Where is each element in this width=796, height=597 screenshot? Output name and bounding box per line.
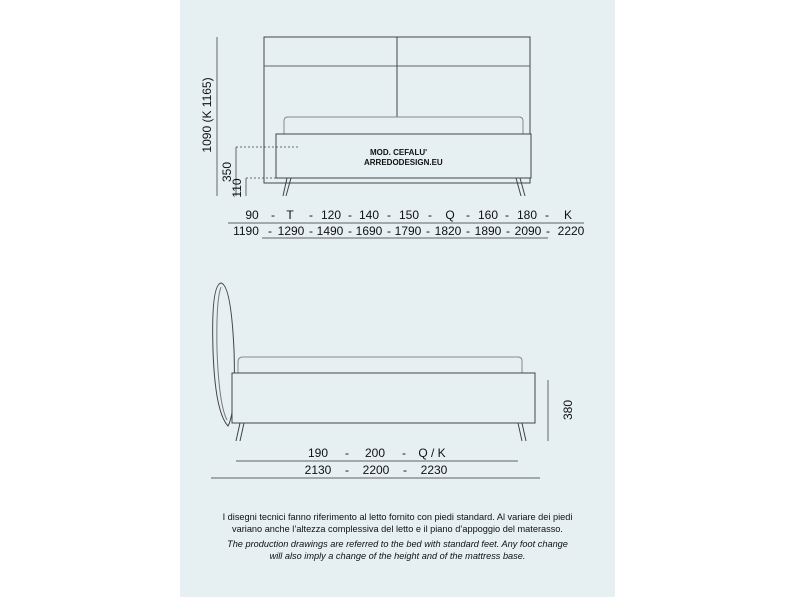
- width-value: 1690: [355, 224, 383, 238]
- width-separator: -: [348, 208, 352, 222]
- side-headboard: [213, 283, 235, 426]
- width-value: 2220: [557, 224, 585, 238]
- length-separator: -: [345, 463, 349, 477]
- note-it-line-2: variano anche l’altezza complessiva del letto e il piano d’appoggio del materasso.: [232, 523, 563, 534]
- width-value: 90: [245, 208, 259, 222]
- width-value: 150: [398, 208, 420, 222]
- width-separator: -: [387, 224, 391, 238]
- width-separator: -: [271, 208, 275, 222]
- length-value: Q / K: [418, 446, 446, 460]
- length-value: 2130: [304, 463, 332, 477]
- front-mattress-outline: [284, 117, 523, 134]
- notes: [180, 512, 615, 562]
- note-en-line-2: will also imply a change of the height and of the mattress base.: [269, 550, 526, 561]
- width-value: 140: [358, 208, 380, 222]
- length-value: 190: [307, 446, 329, 460]
- front-foot-right: [516, 178, 525, 196]
- width-value: 1790: [394, 224, 422, 238]
- length-separator: -: [403, 463, 407, 477]
- length-value: 200: [364, 446, 386, 460]
- width-value: 180: [516, 208, 538, 222]
- width-total-row: [233, 224, 585, 238]
- width-separator: -: [545, 208, 549, 222]
- label-height-base: 350: [220, 161, 234, 183]
- width-value: 1490: [316, 224, 344, 238]
- width-separator: -: [466, 208, 470, 222]
- site-label: ARREDODESIGN.EU: [364, 158, 443, 167]
- label-height-total: 1090 (K 1165): [200, 77, 214, 153]
- side-view: [213, 283, 535, 441]
- length-total-row: [305, 463, 448, 477]
- width-value: K: [563, 208, 573, 222]
- side-foot-right: [518, 423, 526, 441]
- side-bed-base: [232, 373, 535, 423]
- length-separator: -: [345, 446, 349, 460]
- width-separator: -: [466, 224, 470, 238]
- width-separator: -: [268, 224, 272, 238]
- side-foot-left: [236, 423, 244, 441]
- width-value: 1290: [277, 224, 305, 238]
- width-separator: -: [426, 224, 430, 238]
- width-value: 1820: [434, 224, 462, 238]
- width-value: 160: [477, 208, 499, 222]
- width-value: 1890: [474, 224, 502, 238]
- length-separator: -: [402, 446, 406, 460]
- width-separator: -: [309, 224, 313, 238]
- width-separator: -: [348, 224, 352, 238]
- width-mattress-row: [245, 208, 572, 222]
- label-height-feet: 110: [230, 178, 244, 198]
- width-value: 2090: [514, 224, 542, 238]
- width-separator: -: [309, 208, 313, 222]
- width-separator: -: [428, 208, 432, 222]
- side-mattress-outline: [238, 357, 522, 373]
- side-headboard-inner: [217, 287, 227, 420]
- length-value: 2230: [420, 463, 448, 477]
- width-value: Q: [445, 208, 455, 222]
- length-value: 2200: [362, 463, 390, 477]
- note-en-line-1: The production drawings are referred to the bed with standard feet. Any foot change: [227, 539, 568, 549]
- width-separator: -: [546, 224, 550, 238]
- note-it-line-1: I disegni tecnici fanno riferimento al letto fornito con piedi standard. Al variare dei piedi: [222, 512, 573, 522]
- width-separator: -: [505, 208, 509, 222]
- width-separator: -: [506, 224, 510, 238]
- front-foot-left: [283, 178, 291, 196]
- width-value: 120: [320, 208, 342, 222]
- length-mattress-row: [308, 446, 446, 460]
- front-view: [264, 37, 531, 196]
- model-label: MOD. CEFALU': [370, 148, 428, 157]
- label-side-height: 380: [561, 399, 575, 421]
- width-value: T: [286, 208, 294, 222]
- width-value: 1190: [233, 224, 259, 238]
- width-separator: -: [387, 208, 391, 222]
